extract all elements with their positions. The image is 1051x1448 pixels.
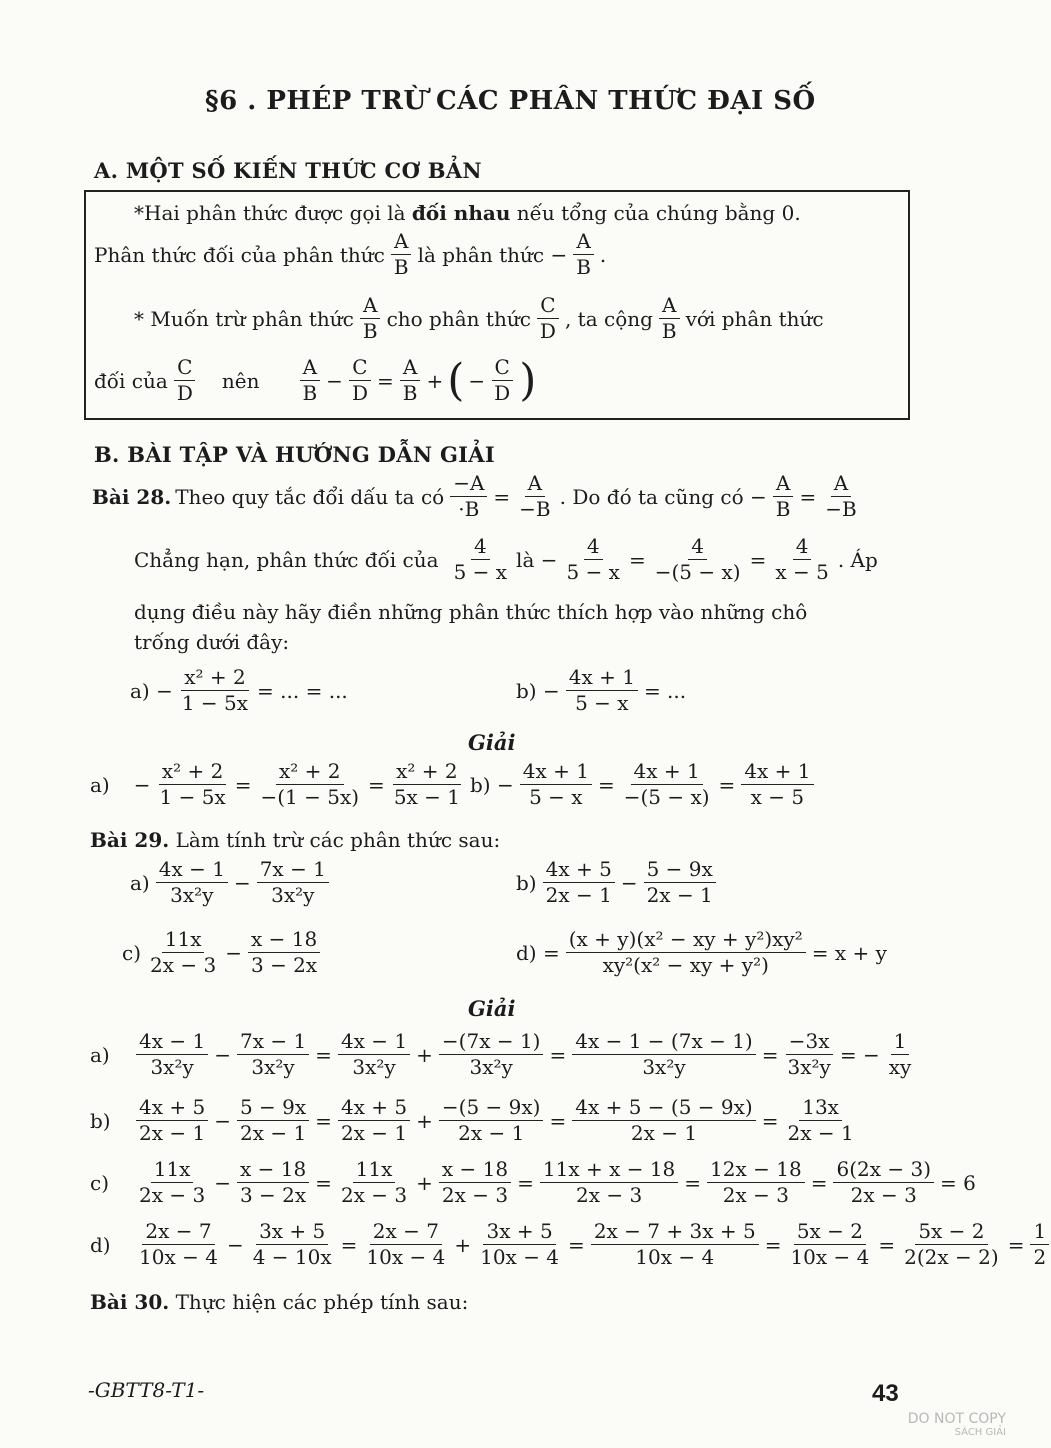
exercise-29-header (90, 828, 500, 852)
solution-29-b: b) $\frac{4x + 5}{2x - 1}$ − $\frac{5 - 9x}{2x - 1}$ = $\frac{4x + 5}{2x - 1}$ + $\frac{-(5 - 9x)}{2x - 1}$ = $\frac{4x + 5 - (5 - 9x)}{2x - 1}$ = $\frac{13x}{2x - 1}$ (90, 1096, 859, 1145)
exercise-28-a (130, 666, 348, 715)
fraction: $\frac{A}{-B}$ (825, 471, 857, 521)
solution-29-c: c) $\frac{11x}{2x - 3}$ − $\frac{x - 18}{3 - 2x}$ = $\frac{11x}{2x - 3}$ + $\frac{x - 18}{2x - 3}$ = $\frac{11x + x - 18}{2x - 3}$ = $\frac{12x - 18}{2x - 3}$ = $\frac{6(2x - 3)}{2x - 3}$ = 6 (90, 1157, 976, 1207)
fraction-A-B: $\frac{A}{B}$ (360, 294, 381, 343)
text: . Áp (837, 547, 878, 572)
solution-heading: Giải (468, 730, 516, 755)
fraction: $\frac{4x - 1}{\text{3x²y}}$ (338, 1030, 410, 1079)
fraction: $\frac{11x + x - 18}{2x - 3}$ (540, 1158, 678, 1207)
fraction-C-D: $\frac{C}{D}$ (537, 294, 559, 343)
fraction: $\frac{4}{5 - x}$ (566, 534, 620, 584)
fraction: $\frac{4x + 1}{x - 5}$ (741, 760, 813, 809)
text: Phân thức đối của phân thức (94, 242, 385, 267)
fraction: $\frac{\text{(x + y)(x² − xy + y²)xy²}}{\text{xy²(x² − xy + y²)}}$ (566, 928, 806, 977)
text: là phân thức − (417, 242, 568, 267)
fraction: $\frac{6(2x - 3)}{2x - 3}$ (833, 1158, 934, 1207)
item-label: a) − (130, 678, 173, 703)
fraction-A-B: $\frac{A}{B}$ (573, 230, 594, 279)
watermark-subtext: SÁCH GIẢI (954, 1427, 1006, 1438)
footer-code: -GBTT8-T1- (88, 1378, 205, 1402)
section-a-heading: A. MỘT SỐ KIẾN THỨC CƠ BẢN (94, 158, 482, 183)
solution-29-a: a) $\frac{4x - 1}{\text{3x²y}}$ − $\frac{7x - 1}{\text{3x²y}}$ = $\frac{4x - 1}{\text{3x²y}}$ + $\frac{-(7x - 1)}{\text{3x²y}}$ = $\frac{4x - 1 - (7x - 1)}{\text{3x²y}}$ = $\frac{-3x}{\text{3x²y}}$ = − $\frac{1}{xy}$ (90, 1030, 916, 1079)
fraction: $\frac{\text{x² + 2}}{1 - 5x}$ (181, 665, 249, 715)
fraction: $\frac{4x + 5}{2x - 1}$ (543, 858, 615, 907)
fraction: $\frac{\text{x² + 2}}{-(1 - 5x)}$ (260, 759, 360, 809)
bold-term: đối nhau (411, 201, 511, 225)
fraction: $\frac{4x - 1}{\text{3x²y}}$ (156, 858, 228, 907)
text: , ta cộng (564, 306, 653, 331)
fraction: $\frac{\text{x² + 2}}{1 - 5x}$ (159, 759, 226, 809)
exercise-29-d: d) = $\frac{\text{(x + y)(x² − xy + y²)xy²}}{\text{xy²(x² − xy + y²)}}$ = x + y (516, 927, 887, 977)
fraction: $\frac{5x - 2}{2(2x - 2)}$ (904, 1219, 999, 1269)
text: = ... (643, 678, 687, 703)
text: đối của (94, 368, 168, 393)
fraction: $\frac{x - 18}{3 - 2x}$ (248, 928, 320, 977)
section-b-heading: B. BÀI TẬP VÀ HƯỚNG DẪN GIẢI (94, 442, 496, 467)
fraction-A-B: $\frac{A}{B}$ (391, 230, 412, 279)
theory-para-1 (134, 201, 801, 225)
fraction: $\frac{4x - 1}{\text{3x²y}}$ (136, 1030, 208, 1079)
fraction: $\frac{4x + 1}{5 - x}$ (520, 760, 592, 809)
text: *Hai phân thức được gọi là (134, 201, 412, 225)
fraction: $\frac{7x - 1}{\text{3x²y}}$ (257, 858, 329, 907)
exercise-29-c: c) $\frac{11x}{2x - 3}$ − $\frac{x - 18}{3 - 2x}$ (122, 928, 322, 977)
fraction: $\frac{x - 18}{3 - 2x}$ (237, 1158, 309, 1207)
page-title: §6 . PHÉP TRỪ CÁC PHÂN THỨC ĐẠI SỐ (205, 86, 816, 116)
text: cho phân thức (386, 306, 531, 331)
fraction: $\frac{4x + 5}{2x - 1}$ (338, 1096, 410, 1145)
fraction: $\frac{11x}{2x - 3}$ (139, 1157, 206, 1207)
exercise-label: Bài 28. (92, 484, 172, 509)
fraction: $\frac{-(7x - 1)}{\text{3x²y}}$ (439, 1030, 544, 1079)
fraction-C-D: $\frac{C}{D}$ (349, 356, 371, 405)
fraction: $\frac{4x + 1}{5 - x}$ (566, 666, 638, 715)
exercise-29-a: a) $\frac{4x - 1}{\text{3x²y}}$ − $\frac{7x - 1}{\text{3x²y}}$ (130, 858, 331, 907)
text: = ... = ... (257, 678, 348, 703)
page-number: 43 (872, 1380, 899, 1407)
item-label: b) − (516, 678, 560, 703)
solution-heading: Giải (468, 996, 516, 1021)
fraction: $\frac{4x - 1 - (7x - 1)}{\text{3x²y}}$ (572, 1030, 755, 1079)
watermark (908, 1411, 1006, 1438)
fraction: $\frac{4x + 1}{-(5 - x)}$ (623, 759, 710, 809)
fraction: $\frac{A}{B}$ (773, 472, 794, 521)
text: Thực hiện các phép tính sau: (175, 1290, 469, 1314)
fraction: $\frac{2x - 7}{10x - 4}$ (366, 1219, 446, 1269)
fraction: $\frac{11x}{2x - 3}$ (340, 1157, 408, 1207)
fraction: $\frac{A}{-B}$ (519, 471, 551, 521)
fraction: $\frac{1}{2}$ (1030, 1220, 1049, 1269)
text: nên (221, 368, 260, 393)
text: Theo quy tắc đổi dấu ta có (175, 484, 445, 509)
exercise-29-b: b) $\frac{4x + 5}{2x - 1}$ − $\frac{5 - 9x}{2x - 1}$ (516, 858, 718, 907)
fraction-A-B: $\frac{A}{B}$ (659, 294, 680, 343)
fraction: $\frac{-(5 - 9x)}{2x - 1}$ (439, 1096, 544, 1145)
fraction: $\frac{4}{-(5 - x)}$ (654, 534, 741, 584)
exercise-28-line2: dụng điều này hãy điền những phân thức thích hợp vào những chô (134, 600, 808, 624)
solution-28-b: b) − $\frac{4x + 1}{5 - x}$ = $\frac{4x + 1}{-(5 - x)}$ = $\frac{4x + 1}{x - 5}$ (470, 760, 816, 809)
fraction: $\frac{4x + 5}{2x - 1}$ (136, 1096, 208, 1145)
text: * Muốn trừ phân thức (134, 306, 354, 331)
solution-29-d: d) $\frac{2x - 7}{10x - 4}$ − $\frac{3x + 5}{4 - 10x}$ = $\frac{2x - 7}{10x - 4}$ + $\frac{3x + 5}{10x - 4}$ = $\frac{2x - 7 + 3x + 5}{10x - 4}$ = $\frac{5x - 2}{10x - 4}$ = $\frac{5x - 2}{2(2x - 2)}$ = $\frac{1}{2}$ (90, 1220, 1051, 1269)
fraction-C-D: $\frac{C}{D}$ (491, 356, 513, 405)
fraction: $\frac{1}{xy}$ (888, 1029, 912, 1079)
text: Chẳng hạn, phân thức đối của (134, 547, 439, 572)
fraction: $\frac{12x - 18}{2x - 3}$ (707, 1158, 805, 1207)
exercise-label: Bài 29. (90, 828, 170, 852)
theory-para-2: Phân thức đối của phân thức $\frac{A}{B}$ là phân thức − $\frac{A}{B}$ . (94, 229, 607, 279)
fraction: $\frac{5x - 2}{10x - 4}$ (790, 1219, 870, 1269)
fraction: $\frac{x - 18}{2x - 3}$ (439, 1158, 511, 1207)
fraction: $\frac{5 - 9x}{2x - 1}$ (237, 1096, 309, 1145)
theory-para-3 (134, 294, 824, 343)
exercise-28-line3: trống dưới đây: (134, 630, 290, 654)
fraction: $\frac{5 - 9x}{2x - 1}$ (644, 858, 716, 907)
fraction: $\frac{3x + 5}{10x - 4}$ (480, 1219, 560, 1269)
fraction: $\frac{-A}{\cdot B}$ (450, 472, 487, 521)
text: là − (516, 547, 558, 572)
fraction: $\frac{2x - 7 + 3x + 5}{10x - 4}$ (591, 1220, 759, 1269)
fraction-C-D: $\frac{C}{D}$ (174, 356, 196, 405)
theory-para-4: đối của $\frac{C}{D}$ nên $\frac{A}{B}$ − $\frac{C}{D}$ = $\frac{A}{B}$ + ( − $\frac{C}{D}$ ) (94, 354, 537, 406)
fraction: $\frac{\text{x² + 2}}{5x - 1}$ (393, 759, 461, 809)
fraction: $\frac{4x + 5 - (5 - 9x)}{2x - 1}$ (572, 1096, 755, 1145)
exercise-label: Bài 30. (90, 1290, 170, 1314)
fraction-A-B: $\frac{A}{B}$ (299, 356, 320, 405)
fraction: $\frac{3x + 5}{4 - 10x}$ (252, 1219, 332, 1269)
solution-28-a: a) − $\frac{\text{x² + 2}}{1 - 5x}$ = $\frac{\text{x² + 2}}{-(1 - 5x)}$ = $\frac{\text{x² + 2}}{5x - 1}$ (90, 760, 465, 809)
text: . Do đó ta cũng có − (559, 484, 767, 509)
watermark-text: DO NOT COPY (907, 1411, 1006, 1427)
fraction: $\frac{-3x}{\text{3x²y}}$ (787, 1029, 831, 1079)
fraction: $\frac{7x - 1}{\text{3x²y}}$ (237, 1030, 309, 1079)
exercise-30-header (90, 1290, 468, 1314)
text: với phân thức (685, 306, 824, 331)
fraction: $\frac{13x}{2x - 1}$ (787, 1095, 854, 1145)
fraction-A-B: $\frac{A}{B}$ (400, 356, 421, 405)
fraction: $\frac{11x}{2x - 3}$ (150, 927, 217, 977)
exercise-28-example: Chẳng hạn, phân thức đối của $\frac{4}{5 - x}$ là − $\frac{4}{5 - x}$ = $\frac{4}{-(5 - x)}$ = $\frac{4}{x - 5}$ . Áp (134, 534, 878, 584)
text: Làm tính trừ các phân thức sau: (175, 828, 501, 852)
text: nếu tổng của chúng bằng 0. (510, 201, 801, 225)
fraction: $\frac{4}{x - 5}$ (775, 534, 829, 584)
fraction: $\frac{2x - 7}{10x - 4}$ (139, 1219, 218, 1269)
exercise-28-rule: Bài 28. Theo quy tắc đổi dấu ta có $\frac{-A}{\cdot B}$ = $\frac{A}{-B}$ . Do đó ta cũng có − $\frac{A}{B}$ = $\frac{A}{-B}$ (92, 472, 862, 521)
exercise-28-b (516, 666, 686, 715)
fraction: $\frac{4}{5 - x}$ (453, 534, 508, 584)
